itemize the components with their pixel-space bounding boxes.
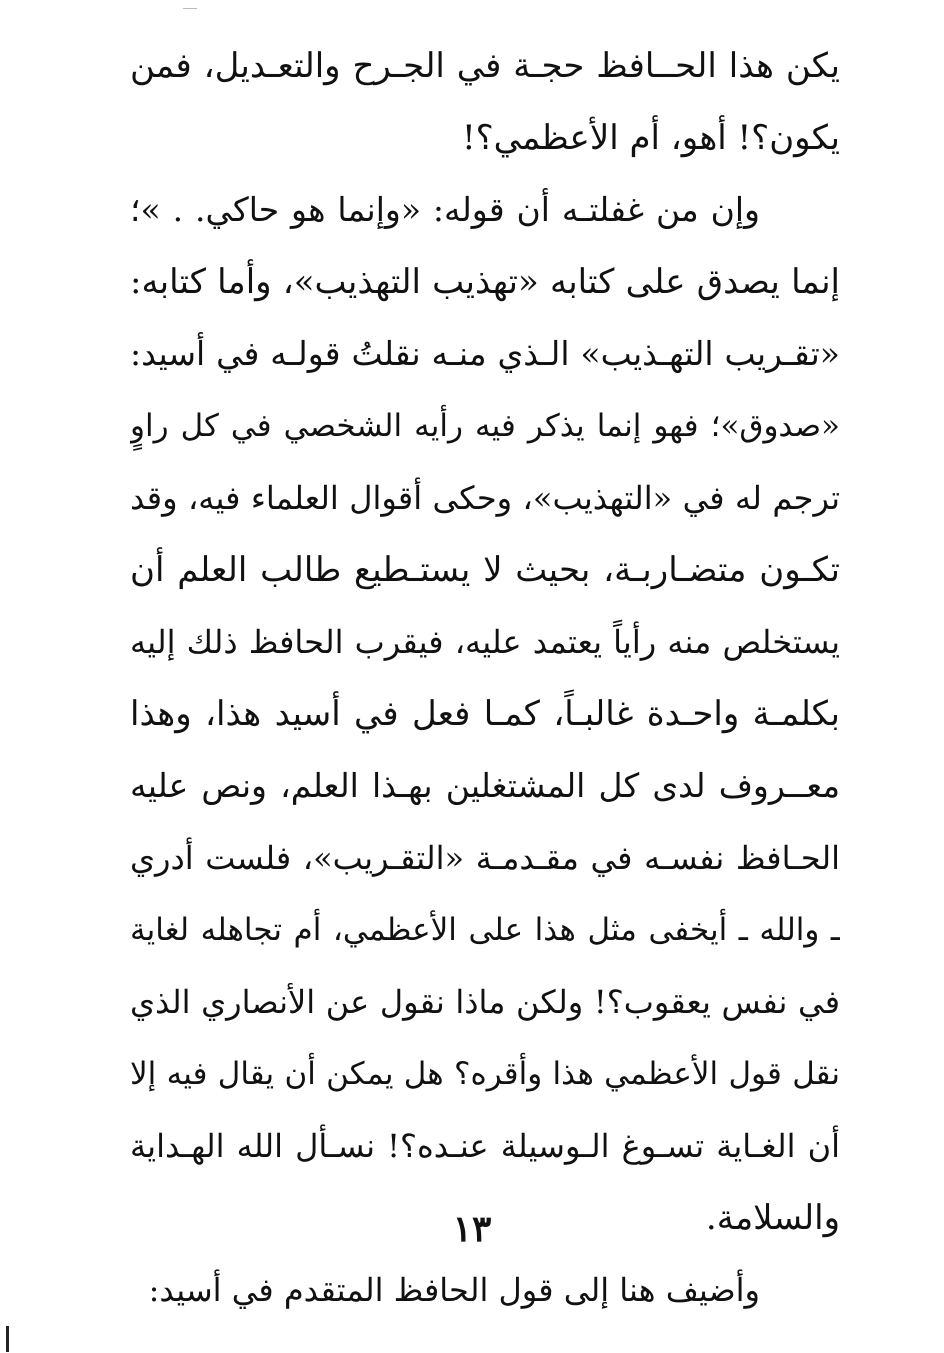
text-line: «صدوق»؛ فهو إنما يذكر فيه رأيه الشخصي في كل راوٍ [130, 408, 840, 444]
text-line: نقل قول الأعظمي هذا وأقره؟ هل يمكن أن يقال فيه إلا [130, 1056, 840, 1092]
text-line: إنما يصدق على كتابه «تهذيب التهذيب»، وأما كتابه: [130, 262, 840, 302]
body-text [130, 30, 840, 1326]
text-line: ـ والله ـ أيخفى مثل هذا على الأعظمي، أم تجاهله لغاية [130, 912, 840, 948]
text-line: يستخلص منه رأياً يعتمد عليه، فيقرب الحافظ ذلك إليه [130, 623, 840, 661]
text-line: ترجم له في «التهذيب»، وحكى أقوال العلماء فيه، وقد [130, 479, 840, 517]
page-number: ١٣ [452, 1208, 492, 1250]
text-line: «تقـريب التهـذيب» الـذي منـه نقلتُ قولـه في أسيد: [130, 334, 840, 373]
text-line: تكـون متضـاربـة، بحيث لا يستـطيع طالب العلم أن [130, 550, 840, 590]
text-line: والسلامة. [705, 1198, 840, 1238]
text-line: الحـافظ نفسـه في مقـدمـة «التقـريب»، فلست أدري [130, 839, 840, 877]
text-line: يكون؟! أهو، أم الأعظمي؟! [461, 118, 840, 158]
text-line: في نفس يعقوب؟! ولكن ماذا نقول عن الأنصاري الذي [130, 983, 840, 1021]
text-line: بكلمـة واحـدة غالبـاً، كمـا فعل في أسيد هذا، وهذا [130, 694, 840, 734]
scan-edge-mark [6, 1326, 9, 1352]
text-line: يكن هذا الحــافظ حجـة في الجـرح والتعـديل، فمن [130, 46, 840, 86]
text-line: أن الغـاية تسـوغ الـوسيلة عنـده؟! نسـأل الله الهـداية [130, 1127, 840, 1165]
text-line: وإن من غفلتـه أن قوله: «وإنما هو حاكي. . »؛ [130, 190, 760, 229]
scan-mark [183, 8, 197, 9]
text-line: وأضيف هنا إلى قول الحافظ المتقدم في أسيد: [148, 1271, 760, 1309]
text-line: معــروف لدى كل المشتغلين بهـذا العلم، ونص عليه [130, 766, 840, 805]
